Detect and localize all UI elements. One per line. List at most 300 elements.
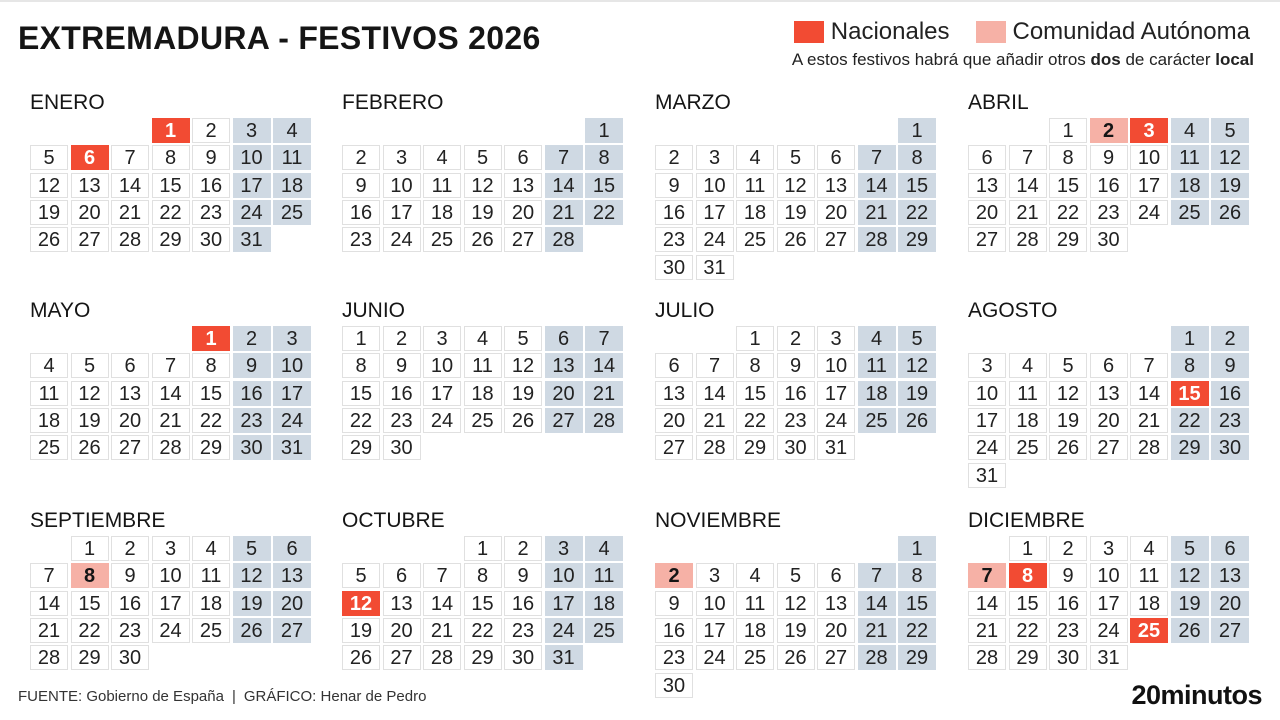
day-cell: 5 [1171,536,1209,561]
day-cell: 5 [71,353,109,378]
day-cell: 1 [1049,118,1087,143]
day-cell: 24 [1130,200,1168,225]
day-cell: 8 [71,563,109,588]
day-cell: 8 [585,145,623,170]
day-cell: 19 [1211,173,1249,198]
day-cell: 6 [1090,353,1128,378]
day-cell: 21 [858,618,896,643]
day-cell: 15 [1171,381,1209,406]
day-cell: 19 [1049,408,1087,433]
month-febrero [332,90,622,252]
day-cell: 16 [655,618,693,643]
day-cell: 15 [464,591,502,616]
day-cell: 13 [273,563,311,588]
day-cell: 4 [30,353,68,378]
day-cell: 12 [464,173,502,198]
day-cell: 8 [192,353,230,378]
day-cell: 23 [233,408,271,433]
day-cell: 9 [192,145,230,170]
day-cell: 2 [1090,118,1128,143]
legend [768,18,1250,46]
day-cell: 19 [777,618,815,643]
day-cell: 28 [30,645,68,670]
day-cell: 16 [383,381,421,406]
day-cell: 2 [655,145,693,170]
day-cell: 6 [71,145,109,170]
day-cell: 3 [696,145,734,170]
day-cell: 25 [1171,200,1209,225]
day-cell: 30 [777,435,815,460]
legend-regional [976,18,1251,46]
day-cell: 17 [423,381,461,406]
day-cell: 17 [1090,591,1128,616]
day-cell: 28 [585,408,623,433]
day-cell: 22 [152,200,190,225]
day-cell: 11 [585,563,623,588]
day-cell: 29 [342,435,380,460]
day-cell: 16 [233,381,271,406]
day-cell: 9 [655,591,693,616]
day-cell: 7 [858,145,896,170]
day-cell: 29 [464,645,502,670]
day-cell: 22 [898,200,936,225]
footer-separator: | [231,688,236,705]
day-cell: 3 [1090,536,1128,561]
day-cell: 20 [71,200,109,225]
day-cell: 4 [1171,118,1209,143]
day-cell: 1 [342,326,380,351]
day-cell: 23 [192,200,230,225]
day-cell: 24 [817,408,855,433]
month-name: OCTUBRE [342,509,445,532]
note-bold-local: local [1215,50,1254,69]
day-cell: 30 [111,645,149,670]
day-cell: 4 [585,536,623,561]
day-cell: 18 [585,591,623,616]
day-cell: 25 [736,645,774,670]
day-cell: 27 [1090,435,1128,460]
day-cell: 19 [898,381,936,406]
day-cell: 31 [233,227,271,252]
month-name: JULIO [655,299,715,322]
legend-regional-swatch [976,21,1006,43]
day-cell: 22 [736,408,774,433]
day-cell: 26 [504,408,542,433]
day-cell: 19 [30,200,68,225]
day-cell: 14 [152,381,190,406]
day-cell: 10 [423,353,461,378]
day-cell: 11 [1009,381,1047,406]
month-julio [645,298,935,460]
day-cell: 17 [152,591,190,616]
day-cell: 26 [30,227,68,252]
day-cell: 7 [858,563,896,588]
day-cell: 10 [273,353,311,378]
day-cell: 8 [342,353,380,378]
day-cell: 26 [1049,435,1087,460]
day-cell: 11 [192,563,230,588]
day-cell: 12 [342,591,380,616]
day-cell: 14 [1009,173,1047,198]
day-cell: 27 [1211,618,1249,643]
day-cell: 22 [1049,200,1087,225]
day-cell: 12 [1171,563,1209,588]
day-cell: 28 [858,645,896,670]
day-cell: 27 [71,227,109,252]
day-cell: 23 [1049,618,1087,643]
day-cell: 30 [192,227,230,252]
day-cell: 28 [1130,435,1168,460]
day-cell: 15 [898,591,936,616]
day-cell: 1 [1009,536,1047,561]
day-cell: 10 [545,563,583,588]
footer-credit: GRÁFICO: Henar de Pedro [243,688,427,705]
day-cell: 8 [898,563,936,588]
brand-logo: 20minutos [1131,680,1262,710]
day-cell: 20 [1090,408,1128,433]
day-cell: 6 [817,563,855,588]
day-cell: 13 [655,381,693,406]
day-cell: 13 [504,173,542,198]
day-cell: 7 [545,145,583,170]
day-cell: 11 [736,173,774,198]
day-cell: 5 [777,563,815,588]
footer-source: FUENTE: Gobierno de España [18,688,224,705]
day-cell: 5 [30,145,68,170]
day-cell: 18 [30,408,68,433]
day-cell: 2 [383,326,421,351]
day-cell: 26 [233,618,271,643]
month-mayo [20,298,310,460]
legend-national-swatch [794,21,824,43]
day-cell: 15 [585,173,623,198]
day-cell: 22 [464,618,502,643]
day-cell: 21 [111,200,149,225]
day-cell: 14 [968,591,1006,616]
day-cell: 13 [383,591,421,616]
day-cell: 14 [1130,381,1168,406]
month-septiembre [20,508,310,670]
day-cell: 10 [817,353,855,378]
day-cell: 21 [1130,408,1168,433]
day-cell: 24 [545,618,583,643]
day-cell: 26 [464,227,502,252]
day-cell: 11 [464,353,502,378]
day-cell: 25 [736,227,774,252]
day-cell: 20 [504,200,542,225]
day-cell: 29 [736,435,774,460]
day-cell: 25 [858,408,896,433]
day-cell: 2 [111,536,149,561]
day-cell: 24 [273,408,311,433]
day-cell: 13 [1090,381,1128,406]
day-cell: 7 [585,326,623,351]
day-cell: 17 [817,381,855,406]
day-cell: 25 [464,408,502,433]
day-cell: 26 [898,408,936,433]
day-cell: 5 [233,536,271,561]
day-cell: 20 [545,381,583,406]
day-cell: 4 [1009,353,1047,378]
day-cell: 4 [273,118,311,143]
day-cell: 3 [968,353,1006,378]
day-cell: 25 [1130,618,1168,643]
day-cell: 22 [192,408,230,433]
day-cell: 1 [898,536,936,561]
day-cell: 20 [817,618,855,643]
day-cell: 18 [1009,408,1047,433]
day-cell: 26 [1211,200,1249,225]
day-cell: 16 [192,173,230,198]
day-cell: 1 [585,118,623,143]
day-cell: 21 [585,381,623,406]
day-cell: 18 [858,381,896,406]
day-cell: 3 [383,145,421,170]
day-cell: 28 [545,227,583,252]
month-octubre [332,508,622,670]
day-cell: 15 [342,381,380,406]
day-cell: 28 [858,227,896,252]
day-cell: 30 [655,673,693,698]
day-cell: 3 [273,326,311,351]
day-cell: 19 [504,381,542,406]
day-cell: 27 [111,435,149,460]
note-text-2: de carácter [1120,50,1216,69]
day-cell: 1 [464,536,502,561]
day-cell: 14 [858,591,896,616]
day-cell: 13 [968,173,1006,198]
day-cell: 1 [192,326,230,351]
month-name: NOVIEMBRE [655,509,782,532]
day-cell: 8 [1009,563,1047,588]
day-cell: 11 [423,173,461,198]
day-cell: 20 [1211,591,1249,616]
day-cell: 12 [504,353,542,378]
day-cell: 9 [655,173,693,198]
day-cell: 20 [968,200,1006,225]
day-cell: 20 [383,618,421,643]
day-cell: 14 [545,173,583,198]
day-cell: 19 [1171,591,1209,616]
day-cell: 12 [898,353,936,378]
day-cell: 4 [736,145,774,170]
day-cell: 29 [192,435,230,460]
day-cell: 17 [383,200,421,225]
day-cell: 15 [192,381,230,406]
day-cell: 12 [233,563,271,588]
day-cell: 6 [968,145,1006,170]
day-cell: 23 [1090,200,1128,225]
day-cell: 23 [504,618,542,643]
day-cell: 23 [777,408,815,433]
day-cell: 9 [777,353,815,378]
day-cell: 21 [968,618,1006,643]
day-cell: 19 [777,200,815,225]
day-cell: 21 [30,618,68,643]
day-cell: 9 [1049,563,1087,588]
top-rule [0,0,1280,2]
day-cell: 7 [1009,145,1047,170]
day-cell: 19 [342,618,380,643]
day-cell: 6 [1211,536,1249,561]
day-cell: 9 [342,173,380,198]
day-cell: 3 [1130,118,1168,143]
month-marzo [645,90,935,279]
day-cell: 1 [71,536,109,561]
day-cell: 14 [585,353,623,378]
day-cell: 22 [898,618,936,643]
day-cell: 27 [968,227,1006,252]
legend-regional-label: Comunidad Autónoma [1012,18,1250,45]
day-cell: 16 [655,200,693,225]
day-cell: 31 [545,645,583,670]
day-cell: 5 [504,326,542,351]
local-holidays-note [792,50,1254,70]
day-cell: 1 [898,118,936,143]
day-cell: 8 [152,145,190,170]
day-cell: 13 [817,173,855,198]
day-cell: 26 [1171,618,1209,643]
day-cell: 25 [30,435,68,460]
day-cell: 23 [1211,408,1249,433]
day-cell: 14 [30,591,68,616]
day-cell: 14 [696,381,734,406]
day-cell: 14 [423,591,461,616]
day-cell: 23 [342,227,380,252]
day-cell: 2 [504,536,542,561]
day-cell: 16 [504,591,542,616]
day-cell: 24 [1090,618,1128,643]
day-cell: 30 [233,435,271,460]
day-cell: 7 [423,563,461,588]
month-name: AGOSTO [968,299,1058,322]
day-cell: 17 [1130,173,1168,198]
day-cell: 17 [968,408,1006,433]
day-cell: 9 [1090,145,1128,170]
day-cell: 27 [545,408,583,433]
day-cell: 10 [383,173,421,198]
day-cell: 26 [777,645,815,670]
month-enero [20,90,310,252]
day-cell: 24 [696,227,734,252]
day-cell: 2 [233,326,271,351]
month-name: SEPTIEMBRE [30,509,166,532]
day-cell: 14 [111,173,149,198]
day-cell: 17 [233,173,271,198]
day-cell: 5 [777,145,815,170]
day-cell: 10 [152,563,190,588]
day-cell: 18 [1130,591,1168,616]
day-cell: 29 [1049,227,1087,252]
day-cell: 13 [1211,563,1249,588]
day-cell: 20 [655,408,693,433]
day-cell: 11 [1171,145,1209,170]
day-cell: 26 [342,645,380,670]
day-cell: 9 [383,353,421,378]
day-cell: 29 [152,227,190,252]
day-cell: 3 [817,326,855,351]
day-cell: 3 [545,536,583,561]
day-cell: 25 [585,618,623,643]
day-cell: 23 [383,408,421,433]
day-cell: 11 [273,145,311,170]
day-cell: 29 [898,645,936,670]
day-cell: 8 [1171,353,1209,378]
month-noviembre [645,508,935,697]
day-cell: 15 [1049,173,1087,198]
month-name: MAYO [30,299,91,322]
day-cell: 19 [464,200,502,225]
day-cell: 21 [1009,200,1047,225]
day-cell: 27 [655,435,693,460]
day-cell: 31 [968,463,1006,488]
month-name: FEBRERO [342,91,444,114]
day-cell: 3 [696,563,734,588]
day-cell: 22 [1009,618,1047,643]
day-cell: 12 [1211,145,1249,170]
day-cell: 22 [1171,408,1209,433]
day-cell: 16 [111,591,149,616]
day-cell: 2 [1211,326,1249,351]
day-cell: 22 [71,618,109,643]
day-cell: 3 [152,536,190,561]
month-name: MARZO [655,91,731,114]
day-cell: 8 [464,563,502,588]
day-cell: 16 [1090,173,1128,198]
day-cell: 11 [1130,563,1168,588]
day-cell: 10 [1090,563,1128,588]
day-cell: 10 [696,173,734,198]
day-cell: 4 [1130,536,1168,561]
day-cell: 2 [777,326,815,351]
day-cell: 22 [342,408,380,433]
day-cell: 23 [655,227,693,252]
month-name: ENERO [30,91,105,114]
day-cell: 4 [423,145,461,170]
day-cell: 6 [817,145,855,170]
day-cell: 16 [777,381,815,406]
month-diciembre [958,508,1248,670]
legend-national-label: Nacionales [830,18,950,45]
day-cell: 15 [71,591,109,616]
day-cell: 9 [111,563,149,588]
day-cell: 14 [858,173,896,198]
day-cell: 7 [1130,353,1168,378]
day-cell: 12 [777,173,815,198]
day-cell: 4 [464,326,502,351]
day-cell: 5 [898,326,936,351]
day-cell: 11 [30,381,68,406]
day-cell: 6 [504,145,542,170]
day-cell: 2 [1049,536,1087,561]
day-cell: 4 [736,563,774,588]
day-cell: 30 [1049,645,1087,670]
month-junio [332,298,622,460]
day-cell: 24 [383,227,421,252]
day-cell: 21 [858,200,896,225]
day-cell: 10 [696,591,734,616]
day-cell: 2 [342,145,380,170]
day-cell: 5 [342,563,380,588]
day-cell: 10 [968,381,1006,406]
day-cell: 12 [777,591,815,616]
day-cell: 11 [736,591,774,616]
day-cell: 18 [736,618,774,643]
day-cell: 17 [545,591,583,616]
day-cell: 28 [152,435,190,460]
day-cell: 28 [423,645,461,670]
day-cell: 21 [545,200,583,225]
